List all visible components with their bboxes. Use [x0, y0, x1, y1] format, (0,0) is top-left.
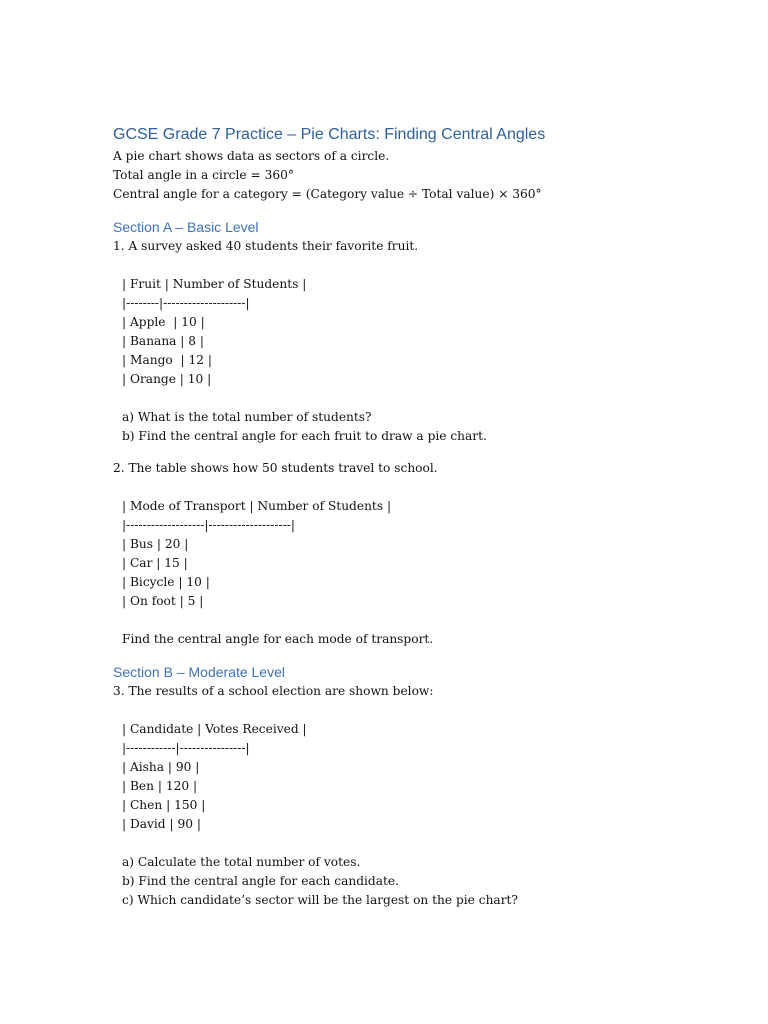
table-row: | David | 90 |: [122, 817, 201, 831]
question-2-task: Find the central angle for each mode of transport.: [122, 632, 434, 646]
question-1-part-b: b) Find the central angle for each fruit to draw a pie chart.: [122, 429, 487, 443]
table-row: | On foot | 5 |: [122, 594, 204, 608]
section-b-heading: Section B – Moderate Level: [113, 664, 285, 680]
worksheet-page: [113, 124, 733, 910]
question-2-prompt: 2. The table shows how 50 students travel to school.: [113, 461, 438, 475]
intro-line-2: Total angle in a circle = 360°: [113, 168, 294, 182]
intro-block: [113, 147, 733, 204]
table-row: | Bicycle | 10 |: [122, 575, 210, 589]
table-row: |------------|----------------|: [122, 741, 250, 755]
table-row: | Candidate | Votes Received |: [122, 722, 307, 736]
question-3-part-a: a) Calculate the total number of votes.: [122, 855, 361, 869]
section-a-heading: Section A – Basic Level: [113, 219, 259, 235]
question-1: [113, 237, 733, 446]
table-row: | Mango | 12 |: [122, 353, 212, 367]
table-row: | Ben | 120 |: [122, 779, 198, 793]
table-row: | Bus | 20 |: [122, 537, 189, 551]
table-row: | Orange | 10 |: [122, 372, 212, 386]
table-row: | Apple | 10 |: [122, 315, 205, 329]
question-1-part-a: a) What is the total number of students?: [122, 410, 372, 424]
intro-line-3: Central angle for a category = (Category value ÷ Total value) × 360°: [113, 187, 542, 201]
question-3-table: [113, 720, 733, 834]
table-row: | Mode of Transport | Number of Students |: [122, 499, 392, 513]
question-3: [113, 682, 733, 910]
worksheet-title: GCSE Grade 7 Practice – Pie Charts: Finding Central Angles: [113, 126, 546, 143]
intro-line-1: A pie chart shows data as sectors of a circle.: [113, 149, 390, 163]
question-2: [113, 459, 733, 649]
question-3-prompt: 3. The results of a school election are shown below:: [113, 684, 434, 698]
table-row: | Aisha | 90 |: [122, 760, 200, 774]
question-1-prompt: 1. A survey asked 40 students their favorite fruit.: [113, 239, 419, 253]
table-row: | Fruit | Number of Students |: [122, 277, 307, 291]
table-row: |-------------------|--------------------|: [122, 518, 295, 532]
question-1-table: [113, 275, 733, 389]
table-row: | Car | 15 |: [122, 556, 188, 570]
question-3-part-c: c) Which candidate’s sector will be the largest on the pie chart?: [122, 893, 518, 907]
question-2-table: [113, 497, 733, 611]
table-row: | Banana | 8 |: [122, 334, 205, 348]
table-row: | Chen | 150 |: [122, 798, 206, 812]
table-row: |--------|--------------------|: [122, 296, 250, 310]
question-3-part-b: b) Find the central angle for each candidate.: [122, 874, 399, 888]
